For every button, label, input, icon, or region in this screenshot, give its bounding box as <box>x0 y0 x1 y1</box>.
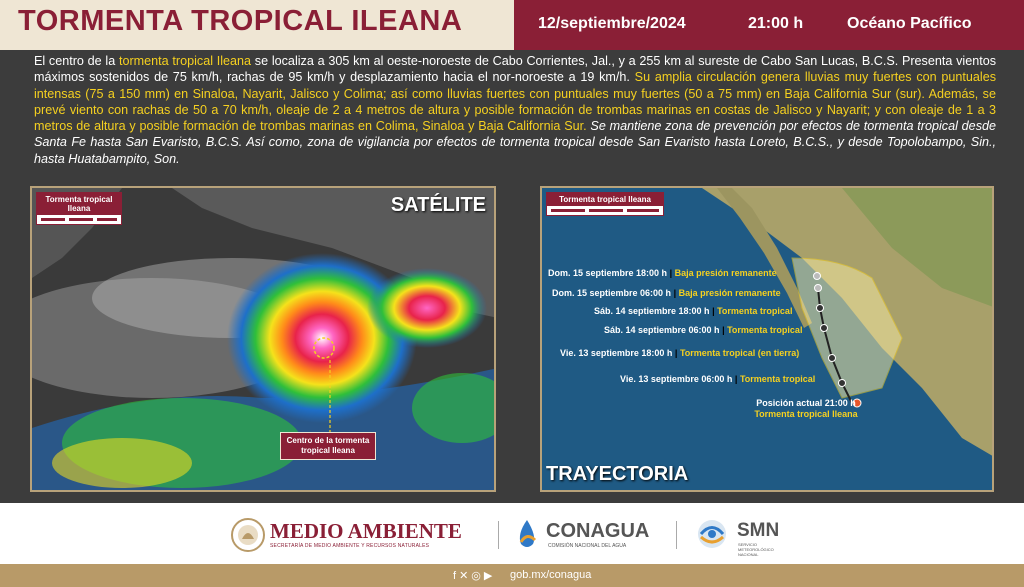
current-position-time: Posición actual 21:00 h <box>756 398 856 408</box>
trajectory-tag-logos <box>547 206 663 215</box>
forecast-status: Tormenta tropical <box>717 306 793 316</box>
storm-name-highlight: tormenta tropical Ileana <box>118 54 252 68</box>
satellite-label: SATÉLITE <box>390 194 486 216</box>
trajectory-tag-title: Tormenta tropical Ileana <box>547 193 663 206</box>
forecast-date: Dom. 15 septiembre 18:00 h <box>548 268 668 278</box>
satellite-panel <box>30 186 496 492</box>
forecast-item: Sáb. 14 septiembre 06:00 h | Tormenta tropical <box>604 325 803 335</box>
trajectory-map <box>542 188 994 492</box>
current-position-status: Tormenta tropical Ileana <box>754 409 858 419</box>
smn-logo-icon <box>695 517 729 551</box>
bottom-bar <box>0 564 1024 587</box>
youtube-icon[interactable]: ▶ <box>483 570 493 582</box>
trajectory-panel <box>540 186 994 492</box>
header-bar <box>0 0 1024 50</box>
satellite-tag-title: Tormenta tropical Ileana <box>37 193 121 215</box>
forecast-date: Sáb. 14 septiembre 18:00 h <box>594 306 710 316</box>
x-icon[interactable]: ✕ <box>459 570 469 582</box>
forecast-item: Dom. 15 septiembre 18:00 h | Baja presión remanente <box>548 268 777 278</box>
bulletin-time: 21:00 h <box>748 15 804 32</box>
ocean-name: Océano Pacífico <box>847 15 972 32</box>
rain-wind-forecast: Su amplia circulación genera lluvias muy fuertes con puntuales intensas (75 a 150 mm) en Sinaloa, Nayarit, Jalisco y Colima; así como lluvias fuertes con puntuales muy fuertes (50 a 75 mm) en Baja California Sur (sur). Además, se prevé viento con rachas de 50 a 70 km/h, oleaje de 2 a 4 metros de altura y posible formación de trombas marinas en costas de Jalisco y Nayarit; y con oleaje de 1 a 3 metros de altura y posible formación de trombas marinas en Colima, Sinaloa y Baja California Sur. <box>34 70 996 134</box>
forecast-status: Tormenta tropical <box>727 325 803 335</box>
forecast-date: Sáb. 14 septiembre 06:00 h <box>604 325 720 335</box>
conagua-subtitle: COMISIÓN NACIONAL DEL AGUA <box>548 543 627 549</box>
conagua-logo-text: CONAGUA <box>546 520 650 542</box>
smn-subtitle: SERVICIO METEOROLÓGICO NACIONAL <box>738 542 774 557</box>
instagram-icon[interactable]: ◎ <box>471 570 481 582</box>
bulletin-date: 12/septiembre/2024 <box>538 15 686 32</box>
footer-logos <box>0 503 1024 564</box>
warning-zones: Se mantiene zona de prevención por efectos de tormenta tropical desde Santa Fe hasta San Evaristo, B.C.S. Así como, zona de vigilancia por efectos de tormenta tropical desde San Evaristo hasta Loreto, B.C.S., y desde Topolobampo, Sin., hasta Huatabampito, Son. <box>34 119 996 166</box>
conagua-logo-icon <box>513 518 541 550</box>
forecast-status: Baja presión remanente <box>674 268 777 278</box>
medio-ambiente-logo-text: MEDIO AMBIENTE <box>270 519 462 543</box>
forecast-date: Dom. 15 septiembre 06:00 h <box>552 288 672 298</box>
trajectory-label: TRAYECTORIA <box>546 463 689 485</box>
satellite-storm-tag <box>36 192 122 225</box>
forecast-item: Vie. 13 septiembre 18:00 h | Tormenta tropical (en tierra) <box>560 348 800 358</box>
trajectory-storm-tag <box>546 192 664 216</box>
desc-part-3: se localiza a 305 km al oeste-noroeste de Cabo Corrientes, Jal., y a 255 km al sureste de Cabo San Lucas, B.C.S. Presenta vientos máximos sostenidos de 75 km/h, rachas de 95 km/h y desplazamiento hacia el nor-noroeste a 19 km/h. <box>34 54 996 85</box>
forecast-status: Baja presión remanente <box>678 288 781 298</box>
forecast-item: Vie. 13 septiembre 06:00 h | Tormenta tropical <box>620 374 816 384</box>
forecast-status: Tormenta tropical <box>739 374 816 384</box>
title-box <box>0 0 514 50</box>
forecast-item: Dom. 15 septiembre 06:00 h | Baja presión remanente <box>552 288 781 298</box>
satellite-image <box>32 188 496 492</box>
storm-description <box>34 53 996 167</box>
facebook-icon[interactable]: f <box>453 570 457 582</box>
mexico-seal-icon <box>230 517 266 553</box>
smn-logo-text: SMN <box>737 520 780 541</box>
current-position <box>746 398 866 420</box>
website-link[interactable]: gob.mx/conagua <box>510 569 592 581</box>
storm-center-label: Centro de la tormenta tropical Ileana <box>280 432 376 460</box>
page-title: TORMENTA TROPICAL ILEANA <box>18 5 463 37</box>
desc-part-1: El centro de la <box>34 54 119 68</box>
forecast-status: Tormenta tropical (en tierra) <box>679 348 800 358</box>
medio-ambiente-subtitle: SECRETARÍA DE MEDIO AMBIENTE Y RECURSOS NATURALES <box>270 543 430 549</box>
satellite-tag-logos <box>37 215 121 224</box>
forecast-item: Sáb. 14 septiembre 18:00 h | Tormenta tropical <box>594 306 793 316</box>
divider <box>676 521 677 549</box>
social-icons <box>453 569 495 582</box>
divider <box>498 521 499 549</box>
forecast-date: Vie. 13 septiembre 18:00 h <box>560 348 673 358</box>
forecast-date: Vie. 13 septiembre 06:00 h <box>620 374 733 384</box>
